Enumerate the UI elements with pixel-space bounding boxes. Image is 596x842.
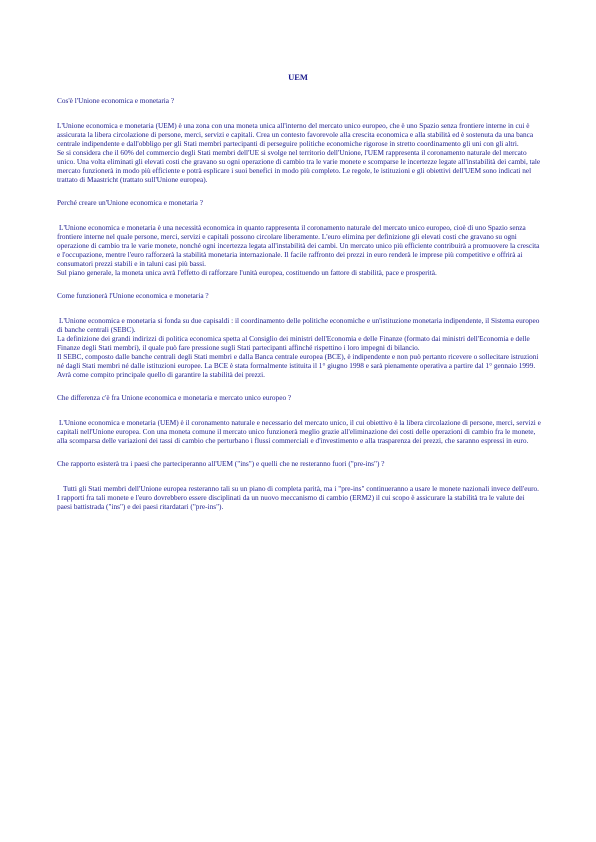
paragraph: L'Unione economica e monetaria è una necessità economica in quanto rappresenta il coronamento naturale del mercato unico europeo, cioè di uno Spazio senza frontiere interne nel quale persone, merci, servizi e capitali possono circolare liberamente. L'euro elimina per definizione gli elevati costi che gravano su ogni operazione di cambio tra le varie monete, nonché ogni incertezza legata all'instabilità dei cambi. Un mercato unico più efficiente contribuirà a promuovere la crescita e l'occupazione, mentre l'euro rafforzerà la stabilità monetaria internazionale. Il facile raffronto dei prezzi in euro renderà le imprese più competitive e offrirà ai consumatori prezzi stabili e in taluni casi più bassi. <box>57 223 540 268</box>
paragraph: L'Unione economica e monetaria (UEM) è una zona con una moneta unica all'interno del mercato unico europeo, che è uno Spazio senza frontiere interne in cui è assicurata la libera circolazione di persone, merci, servizi e capitali. Crea un contesto favorevole alla crescita economica e alla stabilità ed è sostenuta da una banca centrale indipendente e dall'obbligo per gli Stati membri partecipanti di perseguire politiche economiche rigorose in stretto coordinamento gli uni con gli altri. <box>57 121 534 148</box>
section-question: Come funzionerà l'Unione economica e monetaria ? <box>57 291 209 300</box>
section-question: Cos'è l'Unione economica e monetaria ? <box>57 96 175 105</box>
paragraph: L'Unione economica e monetaria (UEM) è il coronamento naturale e necessario del mercato unico, il cui obiettivo è la libera circolazione di persone, merci, servizi e capitali nell'Unione europea. Con una moneta comune il mercato unico funzionerà meglio grazie all'eliminazione dei costi delle operazioni di cambio fra le monete, alla scomparsa delle variazioni dei tassi di cambio che perturbano i flussi commerciali e d'investimento e alla trasparenza dei prezzi, che saranno espressi in euro. <box>57 418 541 445</box>
page-title: UEM <box>288 72 308 82</box>
section-cos-e <box>57 96 541 184</box>
section-rapporto <box>57 459 541 511</box>
section-question: Perché creare un'Unione economica e monetaria ? <box>57 198 203 207</box>
section-question: Che rapporto esisterà tra i paesi che parteciperanno all'UEM ("ins") e quelli che ne resteranno fuori ("pre-ins") ? <box>57 459 385 468</box>
paragraph: L'Unione economica e monetaria si fonda su due capisaldi : il coordinamento delle politiche economiche e un'istituzione monetaria indipendente, il Sistema europeo di banche centrali (SEBC). <box>57 316 540 334</box>
section-perche <box>57 198 541 277</box>
paragraph: La definizione dei grandi indirizzi di politica economica spetta al Consiglio dei ministri dell'Economia e delle Finanze (formato dai ministri dell'Economia e delle Finanze degli Stati membri), il quale può fare pressione sugli Stati partecipanti affinché rispettino i loro impegni di bilancio. <box>57 334 530 352</box>
paragraph: Se si considera che il 60% del commercio degli Stati membri dell'UE si svolge nel territorio dell'Unione, l'UEM rappresenta il coronamento naturale del mercato unico. Una volta eliminati gli elevati costi che gravano su ogni operazione di cambio tra le varie monete e scomparse le incertezze legate all'instabilità dei cambi, tale mercato funzionerà in modo più efficiente e potrà esplicare i suoi benefici in modo più completo. Le regole, le istituzioni e gli obiettivi dell'UEM sono indicati nel trattato di Maastricht (trattato sull'Unione europea). <box>57 148 541 184</box>
paragraph: Sul piano generale, la moneta unica avrà l'effetto di rafforzare l'unità europea, costituendo un fattore di stabilità, pace e prosperità. <box>57 268 437 277</box>
section-differenza <box>57 393 541 445</box>
document-body <box>57 96 541 511</box>
paragraph: Il SEBC, composto dalle banche centrali degli Stati membri e dalla Banca centrale europea (BCE), è indipendente e non può pertanto ricevere o sollecitare istruzioni né dagli Stati membri né dalle istituzioni europee. La BCE è stata formalmente istituita il 1° giugno 1998 e sarà pienamente operativa a partire dal 1° gennaio 1999. Avrà come compito principale quello di garantire la stabilità dei prezzi. <box>57 352 539 379</box>
section-question: Che differenza c'è fra Unione economica e monetaria e mercato unico europeo ? <box>57 393 292 402</box>
section-come-funzionera <box>57 291 541 379</box>
paragraph: Tutti gli Stati membri dell'Unione europea resteranno tali su un piano di completa parità, ma i "pre-ins" continueranno a usare le monete nazionali invece dell'euro. I rapporti fra tali monete e l'euro dovrebbero essere disciplinati da un nuovo meccanismo di cambio (ERM2) il cui scopo è assicurare la stabilità tra le valute dei paesi battistrada ("ins") e dei paesi ritardatari ("pre-ins"). <box>57 484 539 511</box>
